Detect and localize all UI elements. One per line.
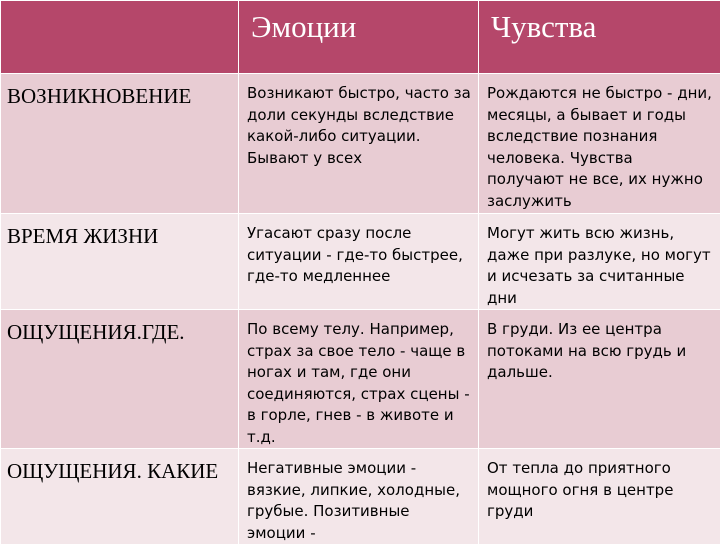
feelings-cell: Могут жить всю жизнь, даже при разлуке, но могут и исчезать за считанные дни (479, 214, 720, 309)
table-row (1, 214, 720, 310)
header-cell-feelings (479, 1, 720, 74)
header-row (1, 1, 720, 74)
emotions-cell: Негативные эмоции - вязкие, липкие, холодные, грубые. Позитивные эмоции - (239, 449, 478, 544)
row-label: ОЩУЩЕНИЯ. КАКИЕ (1, 449, 238, 485)
emotions-cell: Возникают быстро, часто за доли секунды вследствие какой-либо ситуации. Бывают у всех (239, 74, 478, 169)
table-row (1, 74, 720, 214)
emotions-cell: По всему телу. Например, страх за свое тело - чаще в ногах и там, где они соединяются, страх сцены - в горле, гнев - в животе и т.д. (239, 310, 478, 448)
table-row (1, 310, 720, 449)
emotions-cell: Угасают сразу после ситуации - где-то быстрее, где-то медленнее (239, 214, 478, 288)
row-label: ВОЗНИКНОВЕНИЕ (1, 74, 238, 110)
feelings-cell: В груди. Из ее центра потоками на всю грудь и дальше. (479, 310, 720, 384)
row-label: ОЩУЩЕНИЯ.ГДЕ. (1, 310, 238, 346)
feelings-cell: Рождаются не быстро - дни, месяцы, а бывает и годы вследствие познания человека. Чувства получают не все, их нужно заслужить (479, 74, 720, 212)
header-cell-empty (1, 1, 239, 74)
header-feelings: Чувства (479, 1, 720, 45)
feelings-cell: От тепла до приятного мощного огня в центре груди (479, 449, 720, 523)
header-emotions: Эмоции (239, 1, 478, 45)
table-row (1, 449, 720, 545)
header-cell-emotions (239, 1, 479, 74)
row-label: ВРЕМЯ ЖИЗНИ (1, 214, 238, 250)
